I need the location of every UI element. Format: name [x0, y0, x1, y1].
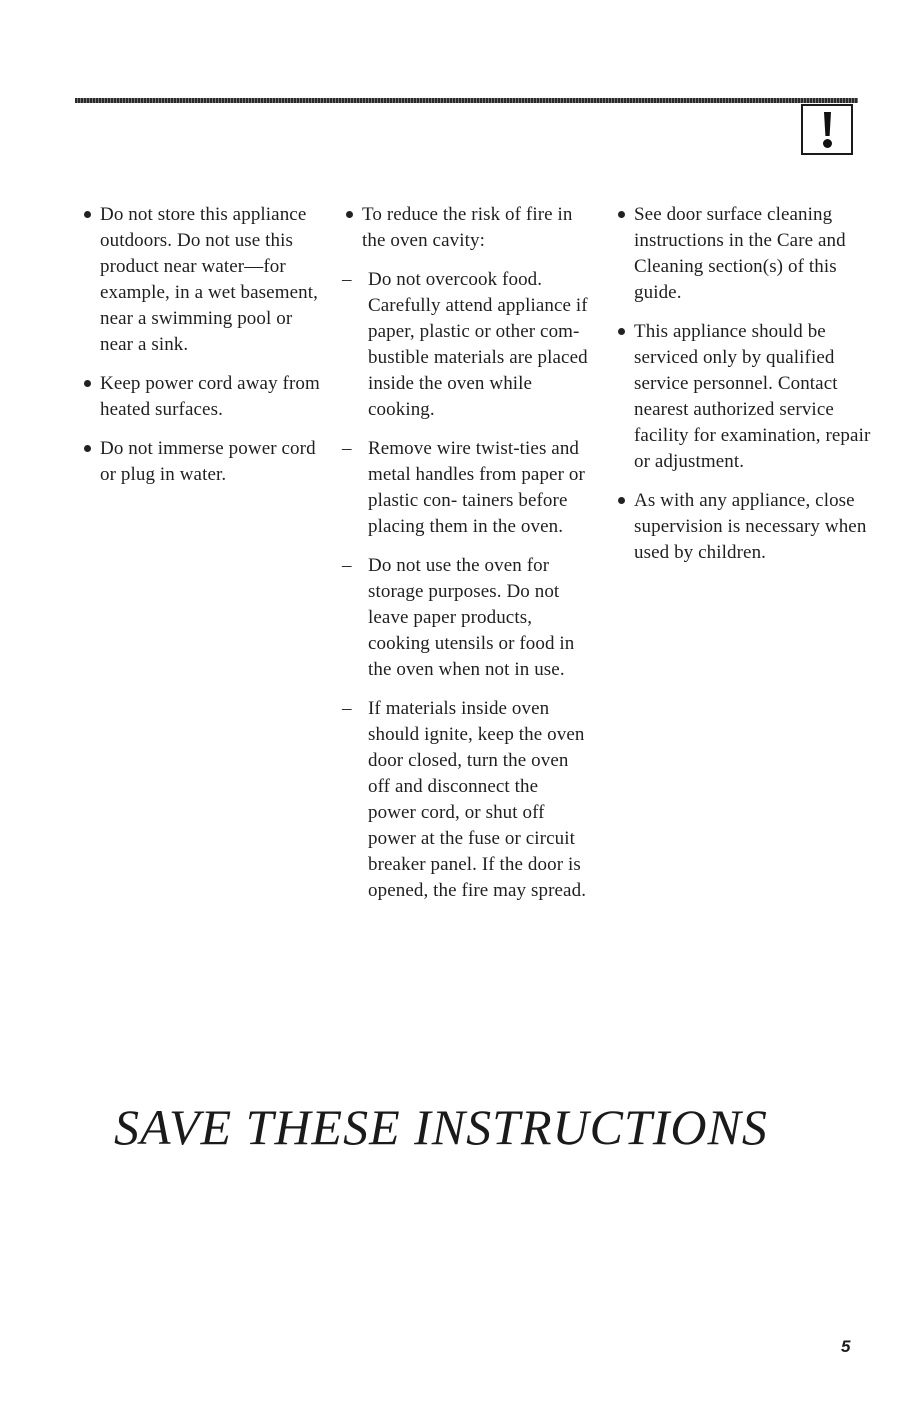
safety-item	[340, 202, 590, 254]
bullet-icon	[84, 445, 91, 452]
safety-subitem-text: Do not use the oven for storage purposes. Do not leave paper products, cooking utensils or food in the oven when not in use.	[368, 555, 575, 680]
safety-subitem	[340, 553, 590, 683]
bullet-icon	[618, 497, 625, 504]
safety-item-text: This appliance should be serviced only by qualified service personnel. Contact nearest authorized service facility for examination, repair or adjustment.	[634, 321, 871, 472]
safety-item	[78, 202, 328, 358]
safety-item-text: Do not store this appliance outdoors. Do not use this product near water—for example, in a wet basement, near a swimming pool or near a sink.	[100, 204, 318, 355]
exclamation-warning-icon	[801, 104, 853, 155]
safety-item	[78, 371, 328, 423]
bullet-icon	[84, 211, 91, 218]
safety-item-text: As with any appliance, close supervision is necessary when used by children.	[634, 490, 867, 563]
safety-item	[78, 436, 328, 488]
dash-mark: –	[342, 698, 352, 719]
dash-mark: –	[342, 438, 352, 459]
bullet-icon	[346, 211, 353, 218]
page-number: 5	[841, 1337, 851, 1356]
safety-subitem	[340, 436, 590, 540]
exclamation-dot	[823, 139, 832, 148]
safety-subitem	[340, 696, 590, 904]
safety-item	[612, 319, 872, 475]
bullet-icon	[618, 211, 625, 218]
safety-item-text: Do not immerse power cord or plug in water.	[100, 438, 316, 485]
bullet-icon	[618, 328, 625, 335]
exclamation-bar	[824, 112, 831, 136]
safety-item-text: See door surface cleaning instructions in the Care and Cleaning section(s) of this guide.	[634, 204, 846, 303]
safety-column-3	[612, 202, 872, 579]
top-rule	[75, 98, 858, 103]
dash-mark: –	[342, 269, 352, 290]
safety-subitem-text: Do not overcook food. Carefully attend appliance if paper, plastic or other com- bustible materials are placed inside the oven while cooking.	[368, 269, 588, 420]
bullet-icon	[84, 380, 91, 387]
safety-item-text: To reduce the risk of fire in the oven cavity:	[362, 204, 573, 251]
safety-item	[612, 488, 872, 566]
safety-item	[612, 202, 872, 306]
safety-item-text: Keep power cord away from heated surfaces.	[100, 373, 320, 420]
safety-subitem-text: If materials inside oven should ignite, keep the oven door closed, turn the oven off and disconnect the power cord, or shut off power at the fuse or circuit breaker panel. If the door is opened, the fire may spread.	[368, 698, 587, 901]
safety-subitem	[340, 267, 590, 423]
save-instructions-heading: SAVE THESE INSTRUCTIONS	[114, 1099, 768, 1155]
safety-column-2	[340, 202, 590, 917]
safety-subitem-text: Remove wire twist-ties and metal handles from paper or plastic con- tainers before placing them in the oven.	[368, 438, 585, 537]
safety-column-1	[78, 202, 328, 501]
dash-mark: –	[342, 555, 352, 576]
